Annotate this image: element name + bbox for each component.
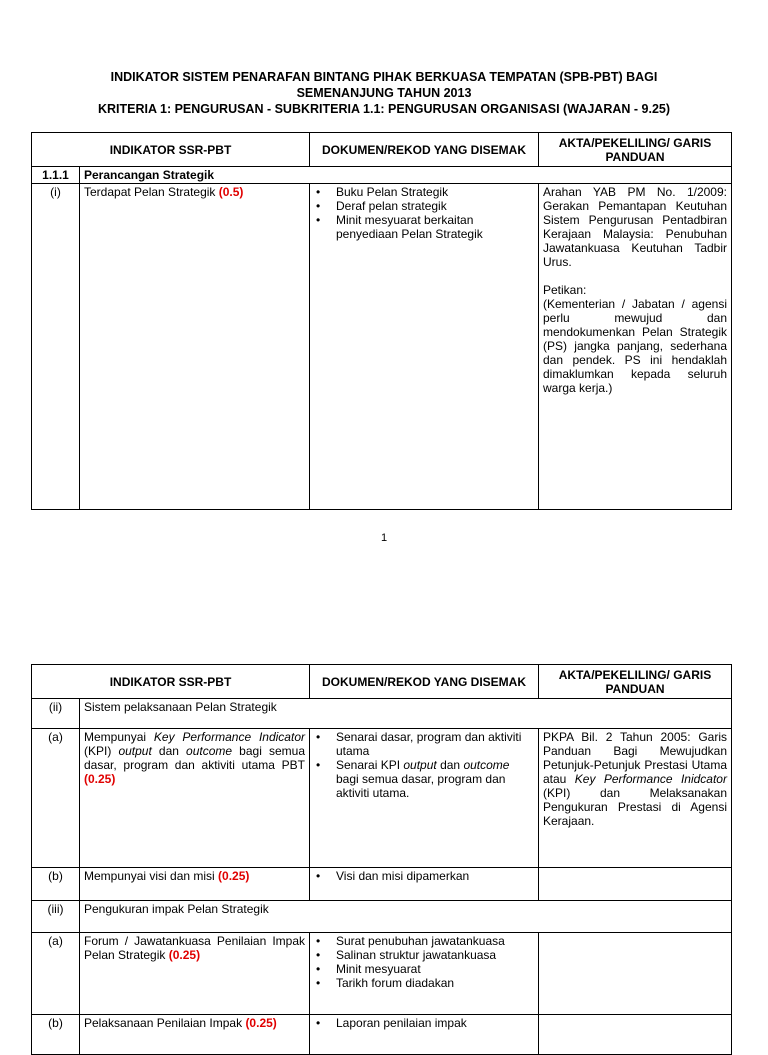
column-header-akta: AKTA/PEKELILING/ GARIS PANDUAN [539, 665, 732, 699]
list-item: • Minit mesyuarat berkaitan penyediaan Pelan Strategik [314, 213, 534, 241]
reference-cell [539, 933, 732, 1015]
subsection-title: Sistem pelaksanaan Pelan Strategik [80, 699, 732, 729]
subsection-title: Pengukuran impak Pelan Strategik [80, 901, 732, 933]
indicator-text: Forum / Jawatankuasa Penilaian Impak Pelan Strategik [84, 934, 305, 962]
reference-cell [539, 1015, 732, 1055]
row-number: (a) [32, 933, 80, 1015]
documents-cell [310, 729, 539, 868]
list-item-text-italic: outcome [463, 758, 510, 772]
criteria-table-page-1 [31, 132, 732, 510]
row-number: (ii) [32, 699, 80, 729]
reference-text: Arahan YAB PM No. 1/2009: Gerakan Pemantapan Keutuhan Sistem Pengurusan Pentadbiran Kerajaan Malaysia: Penubuhan Jawatankuasa Keutuhan Tadbir Urus. [543, 185, 727, 269]
table-header-row [32, 665, 732, 699]
indicator-text-italic: output [118, 744, 152, 758]
criteria-table-page-2 [31, 664, 732, 1055]
table-row [32, 933, 732, 1015]
indicator-text: bagi semua dasar, program dan aktiviti utama PBT [84, 744, 305, 772]
list-item: • Minit mesyuarat [314, 962, 534, 976]
indicator-cell [80, 729, 310, 868]
reference-cell [539, 868, 732, 901]
documents-cell [310, 184, 539, 510]
list-item-text: bagi semua dasar, program dan aktiviti utama. [336, 772, 506, 800]
indicator-text-italic: Key Performance Indicator [153, 730, 305, 744]
reference-text: PKPA Bil. 2 Tahun 2005: Garis Panduan Bagi Mewujudkan Petunjuk-Petunjuk Prestasi Utama atau [543, 730, 727, 786]
indicator-text: (KPI) [84, 744, 119, 758]
list-item-text: Senarai KPI [336, 758, 404, 772]
documents-cell [310, 1015, 539, 1055]
weight-value: (0.5) [218, 185, 244, 199]
list-item: • Buku Pelan Strategik [314, 185, 534, 199]
document-title-line-2: SEMENANJUNG TAHUN 2013 [296, 86, 472, 100]
table-row [32, 1015, 732, 1055]
documents-cell [310, 868, 539, 901]
section-number: 1.1.1 [32, 167, 80, 184]
indicator-text: Terdapat Pelan Strategik [84, 185, 219, 199]
indicator-cell [80, 1015, 310, 1055]
indicator-cell [80, 933, 310, 1015]
list-item: • Deraf pelan strategik [314, 199, 534, 213]
row-number: (b) [32, 1015, 80, 1055]
documents-list [314, 1016, 534, 1030]
documents-list [314, 185, 534, 241]
reference-cell [539, 729, 732, 868]
list-item: • Senarai dasar, program dan aktiviti utama [314, 730, 534, 758]
documents-list [314, 869, 534, 883]
table-row [32, 901, 732, 933]
weight-value: (0.25) [245, 1016, 277, 1030]
table-row [32, 184, 732, 510]
indicator-cell [80, 184, 310, 510]
column-header-dokumen: DOKUMEN/REKOD YANG DISEMAK [310, 133, 539, 167]
documents-list [314, 730, 534, 800]
list-item [314, 758, 534, 800]
list-item: • Salinan struktur jawatankuasa [314, 948, 534, 962]
list-item-text-italic: output [403, 758, 437, 772]
list-item: • Tarikh forum diadakan [314, 976, 534, 990]
indicator-text: Pelaksanaan Penilaian Impak [84, 1016, 246, 1030]
indicator-text: dan [151, 744, 187, 758]
table-row [32, 729, 732, 868]
document-title-line-1: INDIKATOR SISTEM PENARAFAN BINTANG PIHAK BERKUASA TEMPATAN (SPB-PBT) BAGI [110, 70, 658, 84]
page-number: 1 [380, 532, 388, 544]
row-number: (b) [32, 868, 80, 901]
table-header-row [32, 133, 732, 167]
list-item-text: dan [436, 758, 464, 772]
table-row [32, 699, 732, 729]
column-header-dokumen: DOKUMEN/REKOD YANG DISEMAK [310, 665, 539, 699]
column-header-indikator: INDIKATOR SSR-PBT [32, 665, 310, 699]
indicator-text: Mempunyai [84, 730, 154, 744]
column-header-akta: AKTA/PEKELILING/ GARIS PANDUAN [539, 133, 732, 167]
indicator-cell [80, 868, 310, 901]
excerpt-label: Petikan: [543, 283, 587, 297]
column-header-indikator: INDIKATOR SSR-PBT [32, 133, 310, 167]
reference-cell [539, 184, 732, 510]
weight-value: (0.25) [84, 772, 116, 786]
reference-text: (KPI) dan Melaksanakan Pengukuran Prestasi di Agensi Kerajaan. [543, 786, 727, 828]
row-number: (iii) [32, 901, 80, 933]
section-title: Perancangan Strategik [80, 167, 732, 184]
list-item: • Visi dan misi dipamerkan [314, 869, 534, 883]
excerpt-text: (Kementerian / Jabatan / agensi perlu mewujud dan mendokumenkan Pelan Strategik (PS) jangka panjang, sederhana dan pendek. PS ini hendaklah dimaklumkan kepada seluruh warga kerja.) [543, 297, 727, 395]
document-subtitle: KRITERIA 1: PENGURUSAN - SUBKRITERIA 1.1: PENGURUSAN ORGANISASI (WAJARAN - 9.25) [97, 102, 671, 116]
indicator-text-italic: outcome [186, 744, 233, 758]
weight-value: (0.25) [218, 869, 250, 883]
row-number: (i) [32, 184, 80, 510]
weight-value: (0.25) [168, 948, 201, 962]
indicator-text: Mempunyai visi dan misi [84, 869, 219, 883]
list-item: • Surat penubuhan jawatankuasa [314, 934, 534, 948]
documents-cell [310, 933, 539, 1015]
section-row [32, 167, 732, 184]
table-row [32, 868, 732, 901]
list-item: • Laporan penilaian impak [314, 1016, 534, 1030]
row-number: (a) [32, 729, 80, 868]
reference-text-italic: Key Performance Inidcator [574, 772, 727, 786]
documents-list [314, 934, 534, 990]
